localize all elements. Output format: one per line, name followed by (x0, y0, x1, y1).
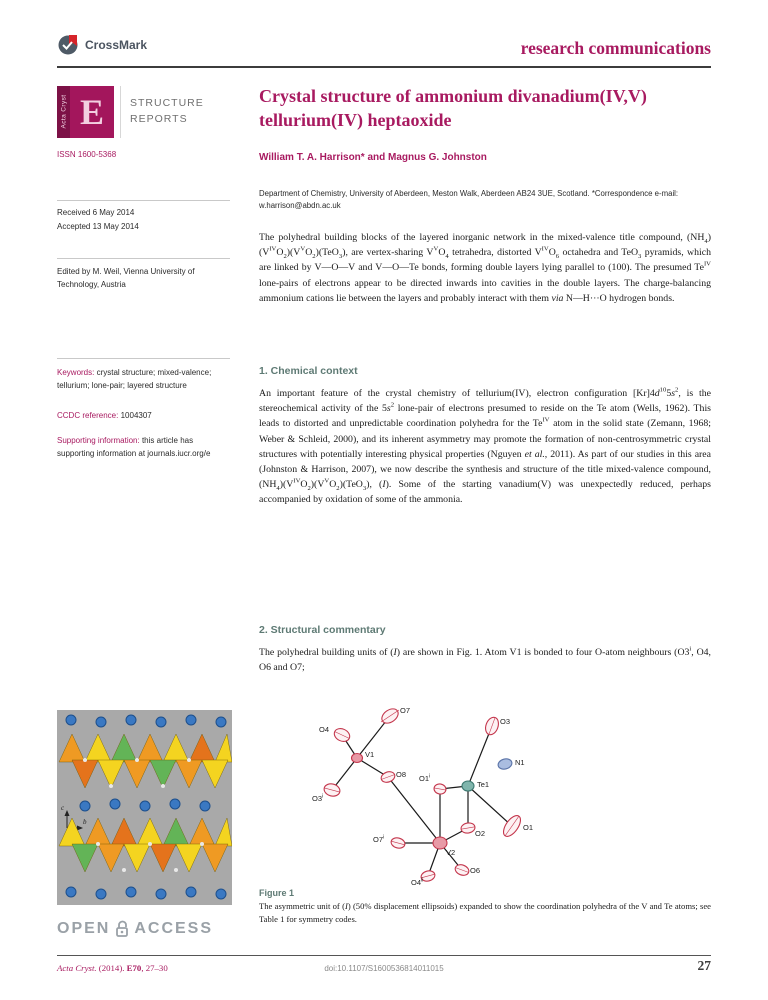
header-rule (57, 66, 711, 68)
open-access-open: OPEN (57, 920, 111, 937)
bonds (332, 716, 512, 876)
footer-citation: Acta Cryst. (2014). E70, 27–30 (57, 963, 168, 973)
article-authors: William T. A. Harrison* and Magnus G. Johnston (259, 152, 487, 163)
section-body-1: An important feature of the crystal chemistry of tellurium(IV), electron configuration $[Kr]4d^{10}5s^2$, is the stereochemical activity of the $5s^2$ lone-pair of electrons presumed to reside on the Te atom (Wells, 1962). This leads to distorted and unpredictable coordination polyhedra for the $Te^{IV}$ atom in the solid state (Zemann, 1968; Weber & Schleid, 2000), and its inherent asymmetry may promote the formation of non-centrosymmetric crystal structures with potentially interesting physical properties (Nguyen et al., 2011). As part of our studies in this area (Johnston & Harrison, 2007), we now describe the synthesis and structure of the title mixed-valence compound, $(NH_4)(V^{IV}O_2)(V^VO_2)(TeO_3)$, (I). Some of the starting vanadium(V) was unexpectedly reduced, perhaps accompanied by oxidation of some of the ammonia. (259, 386, 712, 506)
issn: ISSN 1600-5368 (57, 150, 117, 159)
footer-page-number: 27 (697, 958, 711, 973)
article-abstract: The polyhedral building blocks of the layered inorganic network in the mixed-valence title compound, $(NH_4)(V^{IV}O_2)(V^VO_2)(TeO_3)$, are vertex-sharing $V^VO_4$ tetrahedra, distorted $V^{IV}O_6$ octahedra and TeO$_3$ pyramids, which are linked by V—O—V and V—O—Te bonds, forming double layers lying parallel to (100). The presumed $Te^{IV}$ lone-pairs of electrons appear to be directed inwards into cavities in the double layers. The charge-balancing ammonium cations lie between the layers and probably interact with them via N—H···O hydrogen bonds. (259, 232, 711, 304)
figure1-label: Figure 1 (259, 888, 295, 898)
keywords-label: Keywords: (57, 368, 95, 377)
crossmark-label: CrossMark (85, 38, 148, 52)
logo-letter-e: E (70, 86, 114, 138)
logo-word-reports: REPORTS (130, 113, 188, 125)
logo-journal-name (120, 86, 204, 138)
atom-ellipsoids (323, 706, 524, 883)
atom-label-O7i: O7$^i$ (373, 834, 385, 844)
atom-label-O1i: O1$^i$ (419, 773, 431, 783)
footer-doi: doi:10.1107/S1600536814011015 (324, 964, 444, 973)
atom-label-O2: O2 (475, 829, 486, 838)
received-date: Received 6 May 2014 (57, 208, 135, 217)
section-heading-2: 2. Structural commentary (259, 624, 386, 636)
edited-by: Edited by M. Weil, Vienna University of Technology, Austria (57, 267, 195, 289)
ccdc-value: 1004307 (120, 411, 152, 420)
atom-label-O3i: O3$^i$ (312, 793, 324, 803)
packing-diagram (57, 710, 232, 905)
keywords-text: crystal structure; mixed-valence; tellurium; lone-pair; layered structure (57, 368, 212, 390)
sidebar-divider (57, 358, 230, 359)
logo-acta-strip (57, 86, 70, 138)
atom-label-N1: N1 (515, 758, 525, 767)
section-body-2: The polyhedral building units of (I) are shown in Fig. 1. Atom V1 is bonded to four O-atom neighbours (O3$^i$, O4, O6 and O7; (259, 645, 711, 674)
crystal-packing-figure (57, 710, 232, 905)
ccdc-label: CCDC reference: (57, 411, 119, 420)
supporting-text: this article has supporting information at journals.iucr.org/e (57, 436, 211, 458)
logo-word-structure: STRUCTURE (130, 97, 204, 109)
open-access-logo (57, 920, 213, 938)
atom-label-V2: V2 (446, 848, 456, 857)
section-heading-1: 1. Chemical context (259, 365, 358, 377)
logo-acta-text: Acta Cryst (60, 94, 68, 129)
open-lock-icon (115, 920, 129, 938)
atom-label-V1: V1 (365, 750, 375, 759)
sidebar-divider (57, 258, 230, 259)
atom-label-O7: O7 (400, 706, 411, 715)
ccdc-block (57, 409, 230, 422)
article-affiliation: Department of Chemistry, University of Aberdeen, Meston Walk, Aberdeen AB24 3UE, Scotland. *Correspondence e-mail: w.harrison@abdn.ac.uk (259, 189, 679, 210)
acta-cryst-e-logo (57, 86, 232, 138)
atom-label-O8: O8 (396, 770, 407, 779)
open-access-access: ACCESS (134, 920, 214, 937)
atom-label-O1: O1 (523, 823, 534, 832)
atom-label-O4ii: O4$^{ii}$ (411, 877, 424, 887)
atom-label-O6: O6 (470, 866, 481, 875)
atom-label-O4: O4 (319, 725, 330, 734)
sidebar-divider (57, 200, 230, 201)
supporting-info-block[interactable] (57, 434, 230, 460)
figure1-caption: The asymmetric unit of (I) (50% displacement ellipsoids) expanded to show the coordination polyhedra of the V and Te atoms; see Table 1 for symmetry codes. (259, 901, 711, 924)
keywords-block (57, 366, 230, 392)
accepted-date: Accepted 13 May 2014 (57, 222, 139, 231)
crossmark-icon (57, 34, 79, 56)
axis-b-label: b (83, 818, 87, 826)
supporting-label: Supporting information: (57, 436, 140, 445)
axis-c-label: c (61, 804, 65, 812)
article-title: Crystal structure of ammonium divanadium(IV,V) tellurium(IV) heptaoxide (259, 86, 647, 130)
crossmark-logo[interactable] (57, 34, 147, 56)
ortep-figure (259, 698, 711, 888)
atom-label-O3: O3 (500, 717, 511, 726)
atom-label-Te1: Te1 (477, 780, 490, 789)
journal-section-title: research communications (520, 38, 711, 58)
footer-rule (57, 955, 711, 956)
